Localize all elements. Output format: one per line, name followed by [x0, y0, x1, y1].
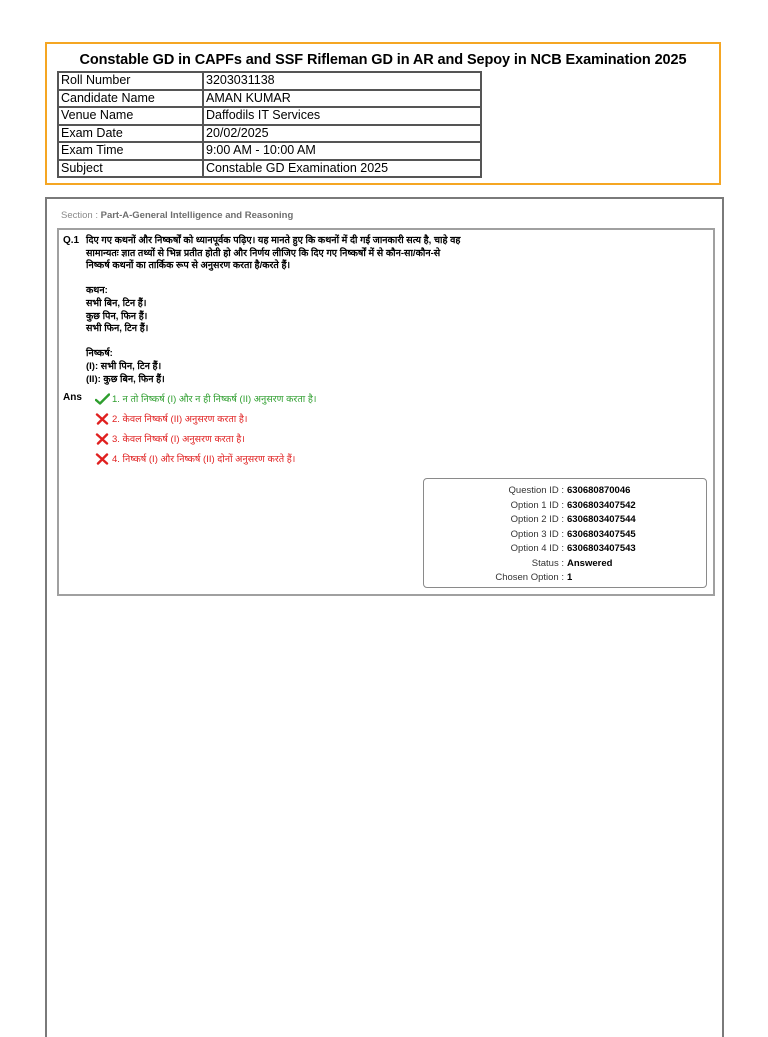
- statement: सभी बिन, टिन हैं।: [86, 297, 147, 309]
- statement: कुछ पिन, फिन हैं।: [86, 310, 148, 322]
- meta-value: 6306803407544: [567, 514, 636, 525]
- table-row: [58, 107, 481, 125]
- answer-label: Ans: [63, 392, 82, 403]
- info-key: Subject: [58, 160, 203, 178]
- meta-value: 6306803407545: [567, 528, 636, 540]
- question-line: दिए गए कथनों और निष्कर्षों को ध्यानपूर्वक पढ़िए। यह मानते हुए कि कथनों में दी गई जानकारी सत्य है, चाहे वह: [86, 235, 461, 246]
- answer-option-1: [95, 392, 316, 405]
- meta-row: [424, 529, 706, 543]
- option-text: 3. केवल निष्कर्ष (I) अनुसरण करता है।: [112, 434, 245, 445]
- cross-icon: [95, 433, 110, 445]
- meta-value: 6306803407543: [567, 543, 636, 554]
- statements-heading: कथन:: [86, 285, 108, 297]
- info-key: Venue Name: [58, 107, 203, 125]
- info-value: Daffodils IT Services: [203, 107, 481, 125]
- question-text: [86, 235, 536, 386]
- meta-row: [424, 514, 706, 528]
- table-row: [58, 72, 481, 90]
- meta-value: 6306803407542: [567, 499, 636, 511]
- meta-key: Question ID :: [508, 485, 564, 496]
- meta-key: Option 2 ID :: [510, 514, 564, 525]
- meta-row: [424, 485, 706, 499]
- table-row: [58, 160, 481, 178]
- exam-header: [45, 42, 721, 185]
- conclusion: (II): कुछ बिन, फिन हैं।: [86, 373, 165, 385]
- option-text: 2. केवल निष्कर्ष (II) अनुसरण करता है।: [112, 414, 248, 425]
- check-icon: [95, 393, 110, 405]
- question-line: सामान्यतः ज्ञात तथ्यों से भिन्न प्रतीत होती हो और निर्णय लीजिए कि दिए गए निष्कर्षों में से कौन-सा/कौन-से: [86, 247, 441, 259]
- info-key: Candidate Name: [58, 90, 203, 108]
- question-meta-panel: [423, 478, 707, 588]
- table-row: [58, 125, 481, 143]
- table-row: [58, 90, 481, 108]
- section-panel: [45, 197, 724, 1037]
- table-row: [58, 142, 481, 160]
- meta-value: Answered: [567, 557, 613, 569]
- question-line: निष्कर्ष कथनों का तार्किक रूप से अनुसरण करता है/करते हैं।: [86, 260, 291, 272]
- section-label: [61, 210, 293, 221]
- meta-row: [424, 500, 706, 514]
- statement: सभी फिन, टिन हैं।: [86, 323, 149, 335]
- meta-key: Option 1 ID :: [510, 499, 564, 511]
- meta-value: 630680870046: [567, 485, 631, 496]
- cross-icon: [95, 413, 110, 425]
- meta-row: [424, 543, 706, 557]
- info-key: Exam Time: [58, 142, 203, 160]
- candidate-info-table: [57, 71, 482, 178]
- info-value: 20/02/2025: [203, 125, 481, 143]
- answer-option-2: [95, 412, 247, 425]
- info-key: Exam Date: [58, 125, 203, 143]
- meta-key: Chosen Option :: [495, 572, 564, 583]
- info-key: Roll Number: [58, 72, 203, 90]
- meta-key: Status :: [531, 557, 564, 569]
- meta-row: [424, 558, 706, 572]
- answer-option-3: [95, 432, 245, 445]
- meta-key: Option 4 ID :: [510, 543, 564, 554]
- question-panel: [57, 228, 715, 596]
- option-text: 1. न तो निष्कर्ष (I) और न ही निष्कर्ष (II) अनुसरण करता है।: [112, 394, 317, 405]
- info-value: Constable GD Examination 2025: [203, 160, 481, 178]
- option-text: 4. निष्कर्ष (I) और निष्कर्ष (II) दोनों अनुसरण करते हैं।: [112, 454, 296, 465]
- question-number: Q.1: [63, 235, 80, 246]
- meta-key: Option 3 ID :: [510, 528, 564, 540]
- info-value: AMAN KUMAR: [203, 90, 481, 108]
- meta-value: 1: [567, 572, 573, 583]
- info-value: 9:00 AM - 10:00 AM: [203, 142, 481, 160]
- conclusion: (I): सभी पिन, टिन हैं।: [86, 360, 162, 372]
- answer-option-4: [95, 452, 295, 465]
- cross-icon: [95, 453, 110, 465]
- meta-row: [424, 572, 706, 586]
- section-name: Part-A-General Intelligence and Reasoning: [100, 210, 294, 221]
- info-value: 3203031138: [203, 72, 481, 90]
- conclusions-heading: निष्कर्ष:: [86, 348, 113, 360]
- section-prefix: Section :: [61, 210, 101, 221]
- exam-title: Constable GD in CAPFs and SSF Rifleman GD in AR and Sepoy in NCB Examination 2025: [79, 52, 687, 68]
